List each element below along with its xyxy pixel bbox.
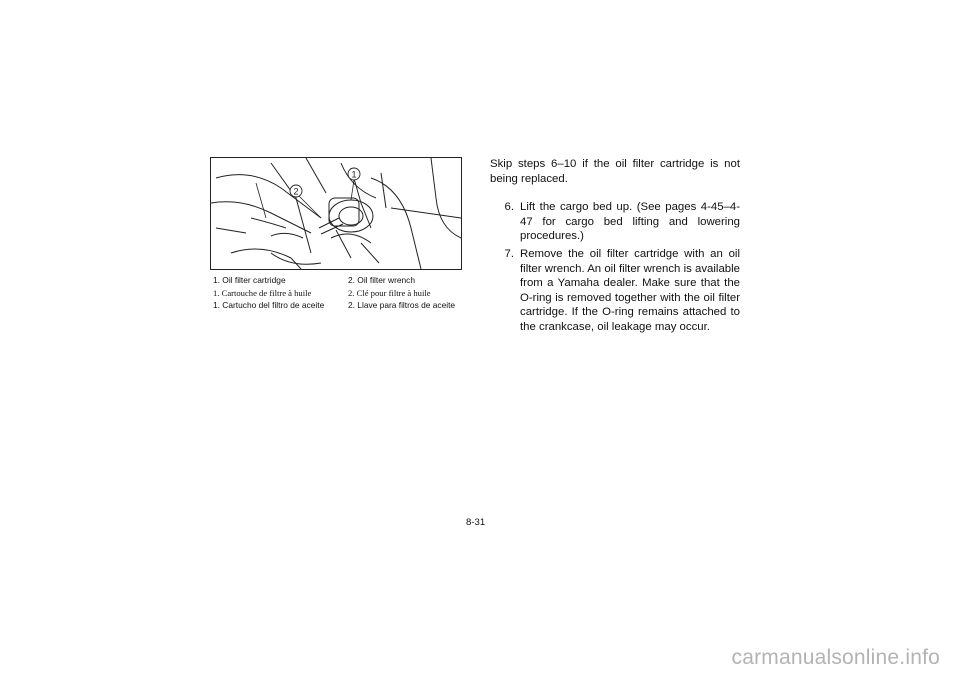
caption-es-2: 2. Llave para filtros de aceite: [348, 300, 456, 311]
caption-fr-2: 2. Clé pour filtre à huile: [348, 287, 431, 298]
step-text: Remove the oil filter cartridge with an oil filter wrench. An oil filter wrench is available from a Yamaha dealer. Make sure that the O-ring is removed together with the oil filter cartridge. If the O-ring remains attached to the crankcase, oil leakage may occur.: [520, 247, 740, 333]
step-text: Lift the cargo bed up. (See pages 4-45–4-47 for cargo bed lifting and lowering procedures.): [520, 201, 740, 243]
caption-en-2: 2. Oil filter wrench: [348, 275, 416, 285]
step-item: [490, 247, 740, 335]
callout-1-label: 1: [351, 169, 357, 180]
oil-filter-illustration: [210, 157, 462, 270]
caption-row-spanish: [213, 299, 465, 312]
caption-fr-1: 1. Cartouche de filtre à huile: [213, 287, 312, 298]
step-number: 6.: [504, 201, 514, 214]
callout-1-leader: [351, 180, 354, 200]
step-list: [490, 200, 740, 334]
instruction-column: [490, 157, 740, 338]
caption-es-1: 1. Cartucho del filtro de aceite: [213, 300, 325, 311]
page-number: 8-31: [466, 517, 486, 528]
figure-captions: [213, 274, 465, 312]
caption-row-french: [213, 287, 465, 300]
intro-paragraph: Skip steps 6–10 if the oil filter cartridge is not being replaced.: [490, 158, 740, 185]
caption-row-english: [213, 274, 465, 287]
caption-en-1: 1. Oil filter cartridge: [213, 275, 286, 285]
callout-2-leader: [299, 196, 321, 218]
callout-2-label: 2: [293, 186, 299, 197]
engine-line-drawing: [211, 158, 461, 269]
step-number: 7.: [504, 247, 514, 260]
watermark-link[interactable]: carmanualsonline.info: [731, 646, 940, 669]
step-item: [490, 200, 740, 244]
